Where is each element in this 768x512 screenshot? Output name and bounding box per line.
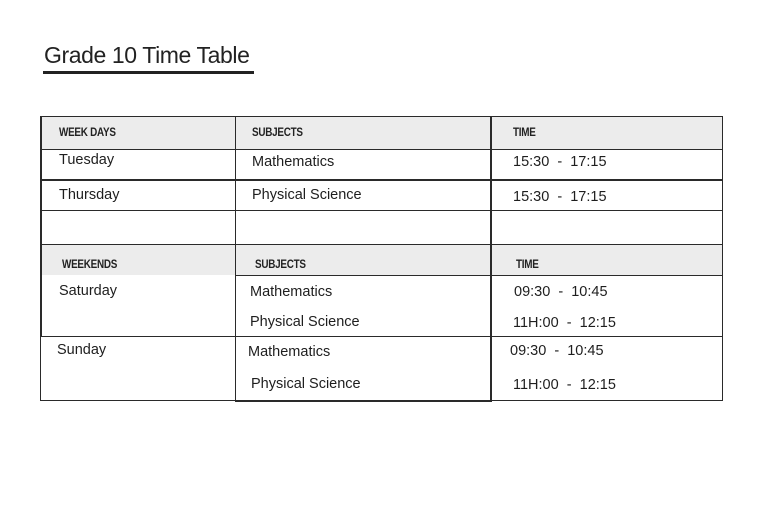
thursday-subject: Physical Science [252,187,362,203]
weekends-header-row [40,244,723,275]
sunday-subject-1: Mathematics [248,344,331,360]
saturday-day: Saturday [59,283,118,299]
thursday-day: Thursday [59,187,120,203]
sunday-time-2: 11H:00 - 12:15 [513,377,616,393]
saturday-subject-2: Physical Science [250,314,360,330]
weekdays-time-header: TIME [513,127,536,139]
saturday-subject-1: Mathematics [250,284,333,300]
tuesday-subject: Mathematics [252,154,335,170]
rule-subjects-bottom [235,400,491,402]
rule-weekends-header-bottom [235,275,723,276]
sunday-time-1: 09:30 - 10:45 [510,343,604,359]
timetable [40,116,723,401]
weekends-time-header: TIME [516,259,539,271]
rule-header-bottom [40,149,723,150]
rule-col1 [235,116,236,402]
rule-left-lower [40,336,41,401]
rule-tuesday-bottom [40,179,723,181]
rule-col2 [490,116,492,402]
thursday-time: 15:30 - 17:15 [513,189,607,205]
weekdays-header-row [40,116,723,149]
title-underline [43,71,254,74]
sunday-day: Sunday [57,342,107,358]
weekdays-days-header: WEEK DAYS [59,127,116,139]
weekends-subjects-header: SUBJECTS [255,259,306,271]
rule-left-upper [40,116,42,336]
tuesday-day: Tuesday [59,152,115,168]
rule-right [722,116,723,401]
rule-thursday-bottom [40,210,723,211]
rule-spacer-bottom [40,244,723,245]
sunday-subject-2: Physical Science [251,376,361,392]
rule-saturday-bottom [40,336,723,337]
saturday-time-2: 11H:00 - 12:15 [513,315,616,331]
weekends-days-header: WEEKENDS [62,259,118,271]
tuesday-time: 15:30 - 17:15 [513,154,607,170]
rule-top [40,116,723,117]
page-title: Grade 10 Time Table [44,42,250,68]
weekdays-subjects-header: SUBJECTS [252,127,303,139]
saturday-time-1: 09:30 - 10:45 [514,284,608,300]
